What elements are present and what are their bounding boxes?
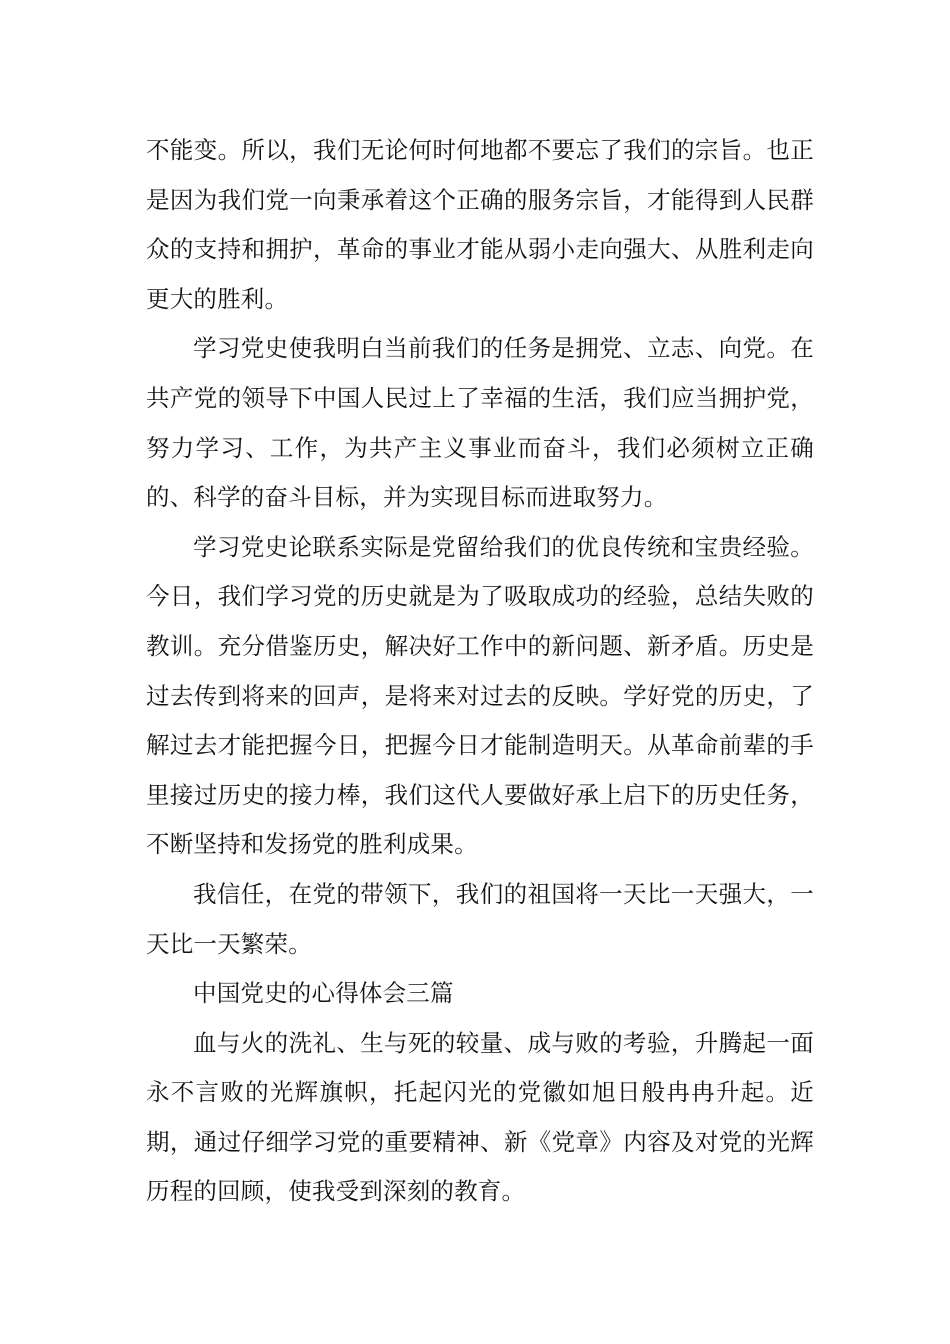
paragraph-practice: 学习党史论联系实际是党留给我们的优良传统和宝贵经验。今日，我们学习党的历史就是为了吸取成功的经验，总结失败的教训。充分借鉴历史，解决好工作中的新问题、新矛盾。历史是过去传到将来的回声，是将来对过去的反映。学好党的历史，了解过去才能把握今日，把握今日才能制造明天。从革命前辈的手里接过历史的接力棒，我们这代人要做好承上启下的历史任务，不断坚持和发扬党的胜利成果。: [146, 532, 814, 859]
paragraph-continuation: 不能变。所以，我们无论何时何地都不要忘了我们的宗旨。也正是因为我们党一向秉承着这个正确的服务宗旨，才能得到人民群众的支持和拥护，革命的事业才能从弱小走向强大、从胜利走向更大的胜利。: [146, 136, 814, 313]
paragraph-belief: 我信任，在党的带领下，我们的祖国将一天比一天强大，一天比一天繁荣。: [146, 879, 814, 958]
paragraph-task: 学习党史使我明白当前我们的任务是拥党、立志、向党。在共产党的领导下中国人民过上了幸福的生活，我们应当拥护党，努力学习、工作，为共产主义事业而奋斗，我们必须树立正确的、科学的奋斗目标，并为实现目标而进取努力。: [146, 334, 814, 512]
paragraph-intro: 血与火的洗礼、生与死的较量、成与败的考验，升腾起一面永不言败的光辉旗帜，托起闪光的党徽如旭日般冉冉升起。近期，通过仔细学习党的重要精神、新《党章》内容及对党的光辉历程的回顾，使我受到深刻的教育。: [146, 1028, 814, 1206]
document-body: [146, 126, 814, 1217]
section-title: 中国党史的心得体会三篇: [193, 979, 454, 1008]
